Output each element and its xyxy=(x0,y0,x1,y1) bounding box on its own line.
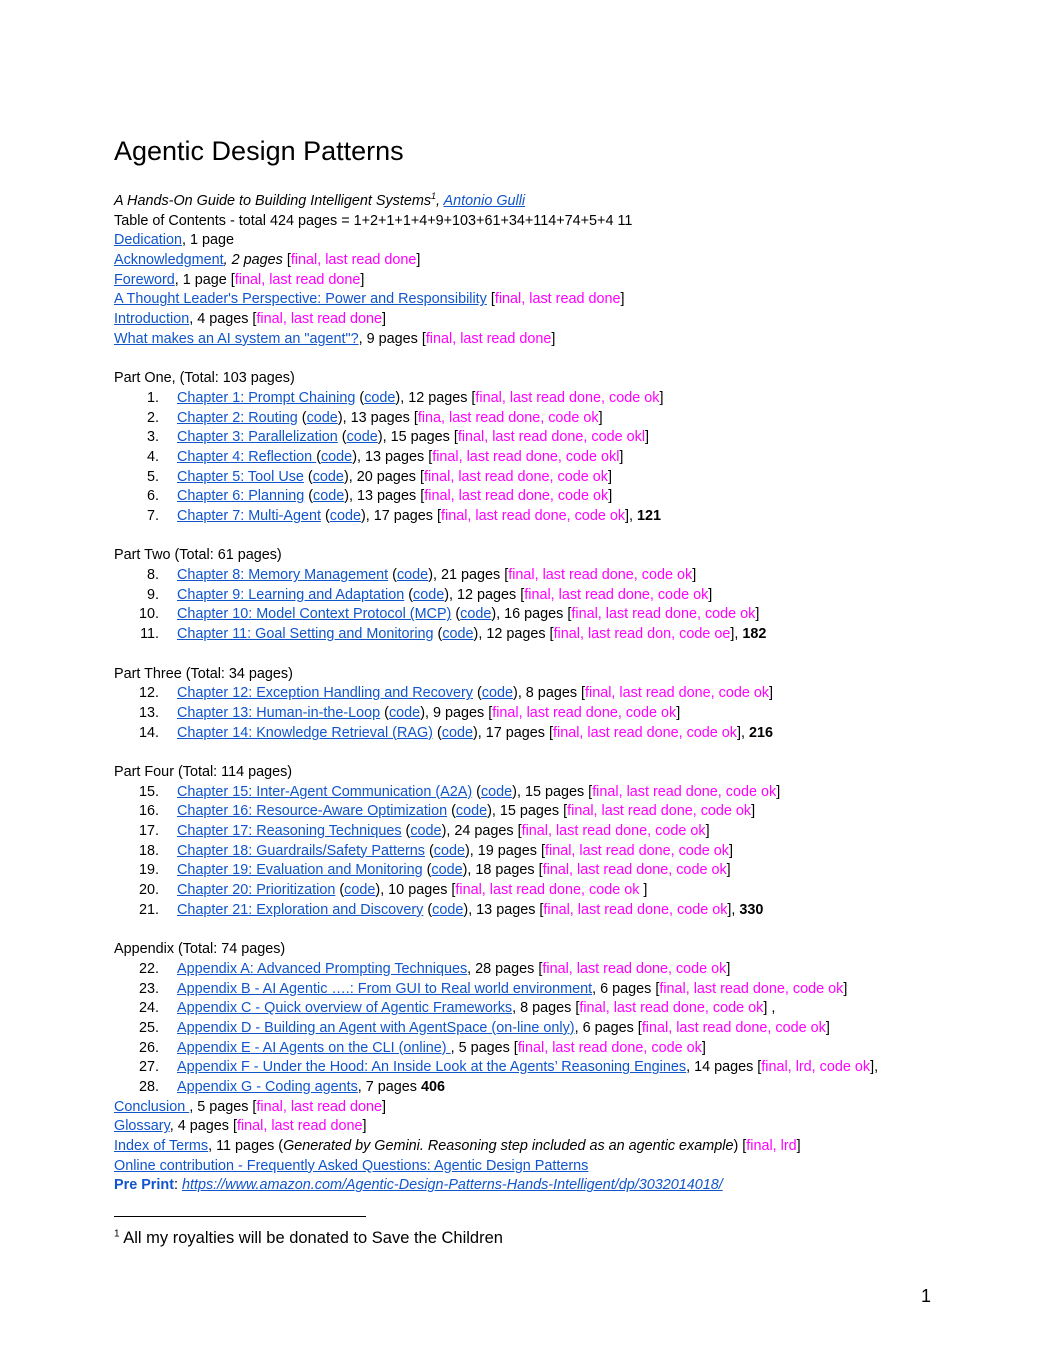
chapter-number: 21. xyxy=(138,901,159,918)
chapter-entry: Chapter 1: Prompt Chaining (code), 12 pages [final, last read done, code ok] xyxy=(177,389,664,406)
front-matter-item: What makes an AI system an "agent"?, 9 pages [final, last read done] xyxy=(114,330,556,347)
appendix-entry: Appendix C - Quick overview of Agentic Frameworks, 8 pages [final, last read done, code ok] , xyxy=(177,1000,776,1017)
footnote-ref: 1 xyxy=(431,191,437,202)
chapter-item xyxy=(114,566,934,586)
chapter-number: 7. xyxy=(146,508,159,524)
status-text: final, last read done xyxy=(256,311,383,328)
code-link[interactable]: code xyxy=(329,508,361,524)
glossary-item: Glossary, 4 pages [final, last read done] xyxy=(114,1118,367,1135)
chapter-entry: Chapter 13: Human-in-the-Loop (code), 9 pages [final, last read done, code ok] xyxy=(177,704,681,721)
chapter-item xyxy=(114,586,934,606)
page-count: , 5 pages xyxy=(450,1039,510,1056)
chapter-link[interactable]: Chapter 15: Inter-Agent Communication (A2A) xyxy=(177,783,473,800)
front-matter-link[interactable]: What makes an AI system an "agent"? xyxy=(114,330,359,347)
code-link[interactable]: code xyxy=(313,488,345,505)
page-count: , 18 pages xyxy=(467,862,535,879)
status-text: final, last read don, code oe xyxy=(553,626,731,643)
trailing-punct: , xyxy=(767,1000,776,1017)
page-title: Agentic Design Patterns xyxy=(114,136,404,166)
footnote-number: 1 xyxy=(114,1228,120,1240)
chapter-link[interactable]: Chapter 4: Reflection xyxy=(177,448,317,465)
chapter-item xyxy=(114,881,934,901)
chapter-entry: Chapter 18: Guardrails/Safety Patterns (code), 19 pages [final, last read done, code ok] xyxy=(177,842,734,859)
front-matter-link[interactable]: A Thought Leader's Perspective: Power and Responsibility xyxy=(114,291,487,308)
front-matter-item: Foreword, 1 page [final, last read done] xyxy=(114,271,365,288)
chapter-number: 4. xyxy=(146,448,159,465)
preprint-item: Pre Print: https://www.amazon.com/Agentic-Design-Patterns-Hands-Intelligent/dp/3032014018/ xyxy=(114,1177,723,1194)
chapter-entry: Chapter 9: Learning and Adaptation (code), 12 pages [final, last read done, code ok] xyxy=(177,586,713,603)
chapter-item xyxy=(114,468,934,488)
chapter-item xyxy=(114,704,934,724)
status-text: final, last read done, code ok xyxy=(567,803,752,820)
page-count: , 12 pages xyxy=(400,389,468,406)
status-text: final, last read done, code ok xyxy=(571,606,756,623)
running-total: 216 xyxy=(749,724,774,741)
code-link[interactable]: code xyxy=(441,724,473,741)
status-text: final, last read done xyxy=(290,252,417,269)
status-text: final, lrd, code ok xyxy=(761,1059,871,1076)
chapter-link[interactable]: Chapter 11: Goal Setting and Monitoring xyxy=(177,626,434,643)
status-text: final, last read done, code ok xyxy=(545,842,730,859)
chapter-link[interactable]: Chapter 21: Exploration and Discovery xyxy=(177,901,424,918)
chapter-item xyxy=(114,842,934,862)
chapter-item xyxy=(114,625,934,645)
front-matter-item xyxy=(114,231,934,251)
appendix-link[interactable]: Appendix E - AI Agents on the CLI (online) xyxy=(177,1039,451,1056)
chapter-link[interactable]: Chapter 16: Resource-Aware Optimization xyxy=(177,803,448,820)
chapter-item xyxy=(114,605,934,625)
page-count: , 6 pages xyxy=(592,980,652,997)
status-text: fina, last read done, code ok xyxy=(417,409,599,426)
chapter-entry: Chapter 21: Exploration and Discovery (code), 13 pages [final, last read done, code ok], 330 xyxy=(177,901,764,918)
code-link[interactable]: code xyxy=(388,704,421,721)
chapter-number: 14. xyxy=(138,724,159,741)
code-link[interactable]: code xyxy=(442,626,474,643)
page-count: , 8 pages xyxy=(517,685,578,702)
status-text: final, last read done xyxy=(256,1098,383,1115)
code-link[interactable]: code xyxy=(413,586,445,603)
index-link[interactable]: Index of Terms xyxy=(114,1138,209,1154)
chapter-item xyxy=(114,901,934,921)
page-count: , 19 pages xyxy=(469,842,537,859)
page-count: , 24 pages xyxy=(446,823,514,839)
chapter-number: 13. xyxy=(138,704,159,721)
subtitle-separator: , xyxy=(436,193,444,209)
running-total: 121 xyxy=(637,508,662,524)
appendix-entry: Appendix A: Advanced Prompting Techniques, 28 pages [final, last read done, code ok] xyxy=(177,960,731,977)
preprint-link[interactable]: https://www.amazon.com/Agentic-Design-Patterns-Hands-Intelligent/dp/3032014018/ xyxy=(181,1177,723,1194)
footnote-text: All my royalties will be donated to Save the Children xyxy=(123,1229,503,1247)
appendix-item xyxy=(114,999,934,1019)
page-count: , 5 pages xyxy=(189,1098,249,1115)
chapter-number: 6. xyxy=(146,488,159,505)
code-link[interactable]: code xyxy=(344,882,376,899)
status-text: final, last read done, code ok xyxy=(521,823,706,839)
chapter-link[interactable]: Chapter 2: Routing xyxy=(177,409,298,426)
chapter-number: 1. xyxy=(146,389,159,406)
appendix-item xyxy=(114,1019,934,1039)
status-text: final, last read done, code ok xyxy=(585,685,770,702)
page-count: , 9 pages xyxy=(358,330,418,347)
chapter-entry: Chapter 3: Parallelization (code), 15 pages [final, last read done, code okl] xyxy=(177,429,650,446)
page-count: , 13 pages xyxy=(468,901,536,918)
page-count: , 6 pages xyxy=(574,1019,634,1036)
chapter-number: 17. xyxy=(138,823,159,839)
chapter-number: 5. xyxy=(146,468,159,485)
chapter-number: 20. xyxy=(138,882,159,899)
chapter-item xyxy=(114,802,934,822)
code-link[interactable]: code xyxy=(410,823,442,839)
status-text: final, last read done, code ok xyxy=(475,389,660,406)
chapter-entry: Chapter 17: Reasoning Techniques (code), 24 pages [final, last read done, code ok] xyxy=(177,823,710,839)
page-count: , 13 pages xyxy=(357,448,425,465)
chapter-number: 15. xyxy=(138,783,159,800)
front-matter xyxy=(114,231,934,349)
table-of-contents xyxy=(114,192,934,1196)
page-count: , 8 pages xyxy=(512,1000,572,1017)
part-heading: Part Four (Total: 114 pages) xyxy=(114,763,293,780)
status-text: final, last read done, code ok xyxy=(524,586,709,603)
appendix-item xyxy=(114,1039,934,1059)
chapter-link[interactable]: Chapter 17: Reasoning Techniques xyxy=(177,823,402,839)
chapter-item xyxy=(114,428,934,448)
spacer xyxy=(114,645,934,665)
front-matter-link[interactable]: Dedication xyxy=(114,232,182,249)
chapter-entry: Chapter 20: Prioritization (code), 10 pages [final, last read done, code ok ] xyxy=(177,882,648,899)
status-text: final, last read done, code ok xyxy=(441,508,626,524)
page-count: , 28 pages xyxy=(467,960,535,977)
spacer xyxy=(114,743,934,763)
chapter-link[interactable]: Chapter 1: Prompt Chaining xyxy=(177,389,356,406)
code-link[interactable]: code xyxy=(481,685,514,702)
chapter-number: 9. xyxy=(146,586,159,603)
chapter-entry: Chapter 6: Planning (code), 13 pages [final, last read done, code ok] xyxy=(177,488,613,505)
appendix-number: 28. xyxy=(138,1078,159,1095)
chapter-entry: Chapter 15: Inter-Agent Communication (A2A) (code), 15 pages [final, last read done, code ok] xyxy=(177,783,781,800)
faq-item xyxy=(114,1157,934,1177)
chapter-link[interactable]: Chapter 5: Tool Use xyxy=(177,468,304,485)
chapter-link[interactable]: Chapter 8: Memory Management xyxy=(177,567,389,584)
subtitle-line xyxy=(114,192,934,212)
page-count: , 4 pages xyxy=(169,1118,229,1135)
index-note: Generated by Gemini. Reasoning step included as an agentic example xyxy=(283,1138,734,1154)
status-text: final, last read done, code ok xyxy=(659,980,844,997)
appendix-entry: Appendix F - Under the Hood: An Inside Look at the Agents’ Reasoning Engines, 14 pages [final, lrd, code ok], xyxy=(177,1059,879,1076)
page-count: , 13 pages xyxy=(349,488,417,505)
spacer xyxy=(114,920,934,940)
appendix-number: 22. xyxy=(138,960,159,977)
chapter-entry: Chapter 5: Tool Use (code), 20 pages [final, last read done, code ok] xyxy=(177,468,612,485)
chapter-entry: Chapter 4: Reflection (code), 13 pages [final, last read done, code okl] xyxy=(177,448,624,465)
status-text: final, last read done, code ok xyxy=(592,783,777,800)
page-count: , 9 pages xyxy=(425,704,485,721)
chapter-link[interactable]: Chapter 14: Knowledge Retrieval (RAG) xyxy=(177,724,433,741)
status-text: final, last read done, code ok xyxy=(517,1039,702,1056)
conclusion-link[interactable]: Conclusion xyxy=(114,1098,190,1115)
part-heading: Part One, (Total: 103 pages) xyxy=(114,370,295,387)
front-matter-link[interactable]: Acknowledgment xyxy=(114,252,224,269)
chapter-link[interactable]: Chapter 18: Guardrails/Safety Patterns xyxy=(177,842,425,859)
status-text: final, last read done, code ok xyxy=(542,960,727,977)
status-text: final, last read done, code ok xyxy=(553,724,738,741)
appendix-number: 26. xyxy=(138,1039,159,1056)
chapter-item xyxy=(114,409,934,429)
appendix-link[interactable]: Appendix B - AI Agentic ….: From GUI to Real world environment xyxy=(177,980,593,997)
code-link[interactable]: code xyxy=(306,409,338,426)
spacer xyxy=(114,350,934,370)
faq-link[interactable]: Online contribution - Frequently Asked Questions: Agentic Design Patterns xyxy=(114,1157,589,1174)
code-link[interactable]: code xyxy=(431,862,463,879)
status-text: final, last read done, code ok xyxy=(641,1019,826,1036)
status-text: final, last read done, code okl xyxy=(457,429,646,446)
chapter-item xyxy=(114,487,934,507)
parts xyxy=(114,350,934,921)
chapter-number: 16. xyxy=(138,803,159,820)
appendix-entry: Appendix E - AI Agents on the CLI (online) , 5 pages [final, last read done, code ok] xyxy=(177,1039,706,1056)
appendix-link[interactable]: Appendix C - Quick overview of Agentic Frameworks xyxy=(177,1000,513,1017)
chapter-number: 19. xyxy=(138,862,159,879)
status-text: final, last read done, code ok xyxy=(492,704,677,721)
status-text: final, last read done xyxy=(425,330,552,347)
page-count: , 15 pages xyxy=(516,783,585,800)
glossary-link[interactable]: Glossary xyxy=(114,1118,170,1135)
page-count: , 21 pages xyxy=(432,567,501,584)
chapter-item xyxy=(114,822,934,842)
chapter-entry: Chapter 16: Resource-Aware Optimization (code), 15 pages [final, last read done, code ok] xyxy=(177,803,756,820)
chapter-link[interactable]: Chapter 19: Evaluation and Monitoring xyxy=(177,862,423,879)
running-total: 182 xyxy=(742,626,767,643)
page-number: 1 xyxy=(921,1286,932,1306)
appendix-entry: Appendix D - Building an Agent with AgentSpace (on-line only), 6 pages [final, last read done, code ok] xyxy=(177,1019,830,1036)
chapter-number: 3. xyxy=(146,429,159,446)
toc-summary: Table of Contents - total 424 pages = 1+2+1+1+4+9+103+61+34+114+74+5+4 11 xyxy=(114,212,633,229)
chapter-entry: Chapter 7: Multi-Agent (code), 17 pages [final, last read done, code ok], 121 xyxy=(177,508,662,524)
front-matter-item: Acknowledgment, 2 pages [final, last read done] xyxy=(114,252,421,269)
page-count: , 15 pages xyxy=(382,429,450,446)
chapter-entry: Chapter 14: Knowledge Retrieval (RAG) (code), 17 pages [final, last read done, code ok], 216 xyxy=(177,724,774,741)
appendix-link[interactable]: Appendix D - Building an Agent with AgentSpace (on-line only) xyxy=(177,1019,575,1036)
appendix-entry xyxy=(177,1078,445,1098)
page-count: , 1 page xyxy=(182,232,235,249)
conclusion-item: Conclusion , 5 pages [final, last read done] xyxy=(114,1098,387,1115)
page-count: , 14 pages xyxy=(686,1059,754,1076)
footnote-divider xyxy=(114,1216,366,1217)
appendix-number: 25. xyxy=(138,1019,159,1036)
footnote xyxy=(114,1227,503,1249)
status-text: final, last read done, code ok xyxy=(579,1000,764,1017)
appendix-item xyxy=(114,960,934,980)
code-link[interactable]: code xyxy=(364,389,396,406)
appendix-link[interactable]: Appendix G - Coding agents xyxy=(177,1078,358,1095)
page-count: , 13 pages xyxy=(342,409,410,426)
status-text: final, last read done xyxy=(234,271,361,288)
page-count: , 17 pages xyxy=(365,508,434,524)
page-count: , 1 page xyxy=(174,271,227,288)
part-heading: Part Three (Total: 34 pages) xyxy=(114,665,293,682)
appendix-entry: Appendix B - AI Agentic ….: From GUI to Real world environment, 6 pages [final, last read done, code ok] xyxy=(177,980,848,997)
chapter-number: 12. xyxy=(138,685,159,702)
code-link[interactable]: code xyxy=(320,448,353,465)
front-matter-link[interactable]: Introduction xyxy=(114,311,190,328)
back-matter xyxy=(114,1098,934,1196)
status-text: final, last read done, code ok xyxy=(424,488,609,505)
page-count: , 7 pages xyxy=(357,1078,418,1095)
page-count: , 4 pages xyxy=(189,311,249,328)
code-link[interactable]: code xyxy=(396,567,429,584)
chapter-number: 11. xyxy=(140,626,159,643)
status-text: final, last read done, code ok xyxy=(423,468,608,485)
page-count: , 17 pages xyxy=(477,724,545,741)
status-text: final, last read done xyxy=(236,1118,363,1135)
code-link[interactable]: code xyxy=(346,429,378,446)
appendix-item xyxy=(114,1078,934,1098)
chapter-number: 2. xyxy=(146,409,159,426)
chapter-link[interactable]: Chapter 6: Planning xyxy=(177,488,305,505)
chapter-item xyxy=(114,448,934,468)
status-text: final, last read done, code ok xyxy=(508,567,693,584)
chapter-link[interactable]: Chapter 3: Parallelization xyxy=(177,429,338,446)
front-matter-item: Introduction, 4 pages [final, last read done] xyxy=(114,311,387,328)
chapter-link[interactable]: Chapter 7: Multi-Agent xyxy=(177,508,321,524)
page-count: , 20 pages xyxy=(348,468,416,485)
appendix-link[interactable]: Appendix A: Advanced Prompting Techniques xyxy=(177,960,468,977)
appendix-number: 27. xyxy=(138,1059,159,1076)
front-matter-link[interactable]: Foreword xyxy=(114,271,175,288)
chapter-entry: Chapter 2: Routing (code), 13 pages [fina, last read done, code ok] xyxy=(177,409,603,426)
chapter-number: 8. xyxy=(146,567,159,584)
code-link[interactable]: code xyxy=(432,901,464,918)
appendix-item xyxy=(114,980,934,1000)
code-link[interactable]: code xyxy=(460,606,492,623)
chapter-number: 18. xyxy=(138,842,159,859)
status-text: final, last read done, code ok xyxy=(455,882,644,899)
page-count: , 15 pages xyxy=(491,803,564,820)
chapter-link[interactable]: Chapter 12: Exception Handling and Recovery xyxy=(177,685,473,702)
code-link[interactable]: code xyxy=(455,803,488,820)
chapter-link[interactable]: Chapter 20: Prioritization xyxy=(177,882,336,899)
page-count: , 2 pages xyxy=(223,252,283,269)
running-total: 330 xyxy=(739,901,764,918)
chapter-entry: Chapter 10: Model Context Protocol (MCP) (code), 16 pages [final, last read done, code ok] xyxy=(177,606,760,623)
index-item: Index of Terms, 11 pages (Generated by Gemini. Reasoning step included as an agentic example) [final, lrd] xyxy=(114,1138,801,1154)
appendix-item xyxy=(114,1058,934,1078)
code-link[interactable]: code xyxy=(312,468,344,485)
status-text: final, last read done xyxy=(494,291,621,308)
chapter-item xyxy=(114,861,934,881)
chapter-entry: Chapter 8: Memory Management (code), 21 pages [final, last read done, code ok] xyxy=(177,567,697,584)
chapter-item xyxy=(114,507,934,527)
code-link[interactable]: code xyxy=(433,842,465,859)
page-count: , 12 pages xyxy=(478,626,546,643)
page-count: , 16 pages xyxy=(496,606,568,623)
part-heading: Part Two (Total: 61 pages) xyxy=(114,547,282,564)
running-total: 406 xyxy=(421,1078,446,1095)
chapter-item xyxy=(114,389,934,409)
chapter-item xyxy=(114,783,934,803)
status-text: final, last read done, code okl xyxy=(432,448,620,465)
author-link[interactable]: Antonio Gulli xyxy=(443,193,526,209)
front-matter-item: A Thought Leader's Perspective: Power and Responsibility [final, last read done] xyxy=(114,291,625,308)
code-link[interactable]: code xyxy=(480,783,513,800)
status-text: final, last read done, code ok xyxy=(543,901,728,918)
chapter-entry: Chapter 12: Exception Handling and Recovery (code), 8 pages [final, last read done, code ok] xyxy=(177,685,774,702)
preprint-label: Pre Print xyxy=(114,1177,174,1194)
chapter-number: 10. xyxy=(138,606,159,623)
page-count: , 10 pages xyxy=(380,882,448,899)
page-count: , 12 pages xyxy=(449,586,517,603)
trailing-punct: , xyxy=(874,1059,879,1076)
page-count: , 11 pages ( xyxy=(208,1138,284,1154)
appendix-section xyxy=(114,920,934,1097)
appendix-heading: Appendix (Total: 74 pages) xyxy=(114,941,286,958)
chapter-item xyxy=(114,684,934,704)
appendix-number: 23. xyxy=(138,980,159,997)
chapter-item xyxy=(114,724,934,744)
chapter-entry: Chapter 19: Evaluation and Monitoring (code), 18 pages [final, last read done, code ok] xyxy=(177,862,731,879)
chapter-entry: Chapter 11: Goal Setting and Monitoring (code), 12 pages [final, last read don, code oe], 182 xyxy=(177,626,767,643)
chapter-link[interactable]: Chapter 10: Model Context Protocol (MCP) xyxy=(177,606,452,623)
status-text: final, lrd xyxy=(746,1138,797,1154)
chapter-link[interactable]: Chapter 13: Human-in-the-Loop xyxy=(177,704,381,721)
subtitle: A Hands-On Guide to Building Intelligent Systems xyxy=(114,193,432,209)
chapter-link[interactable]: Chapter 9: Learning and Adaptation xyxy=(177,586,405,603)
spacer xyxy=(114,527,934,547)
status-text: final, last read done, code ok xyxy=(542,862,727,879)
appendix-number: 24. xyxy=(138,1000,159,1017)
appendix-link[interactable]: Appendix F - Under the Hood: An Inside Look at the Agents’ Reasoning Engines xyxy=(177,1059,687,1076)
